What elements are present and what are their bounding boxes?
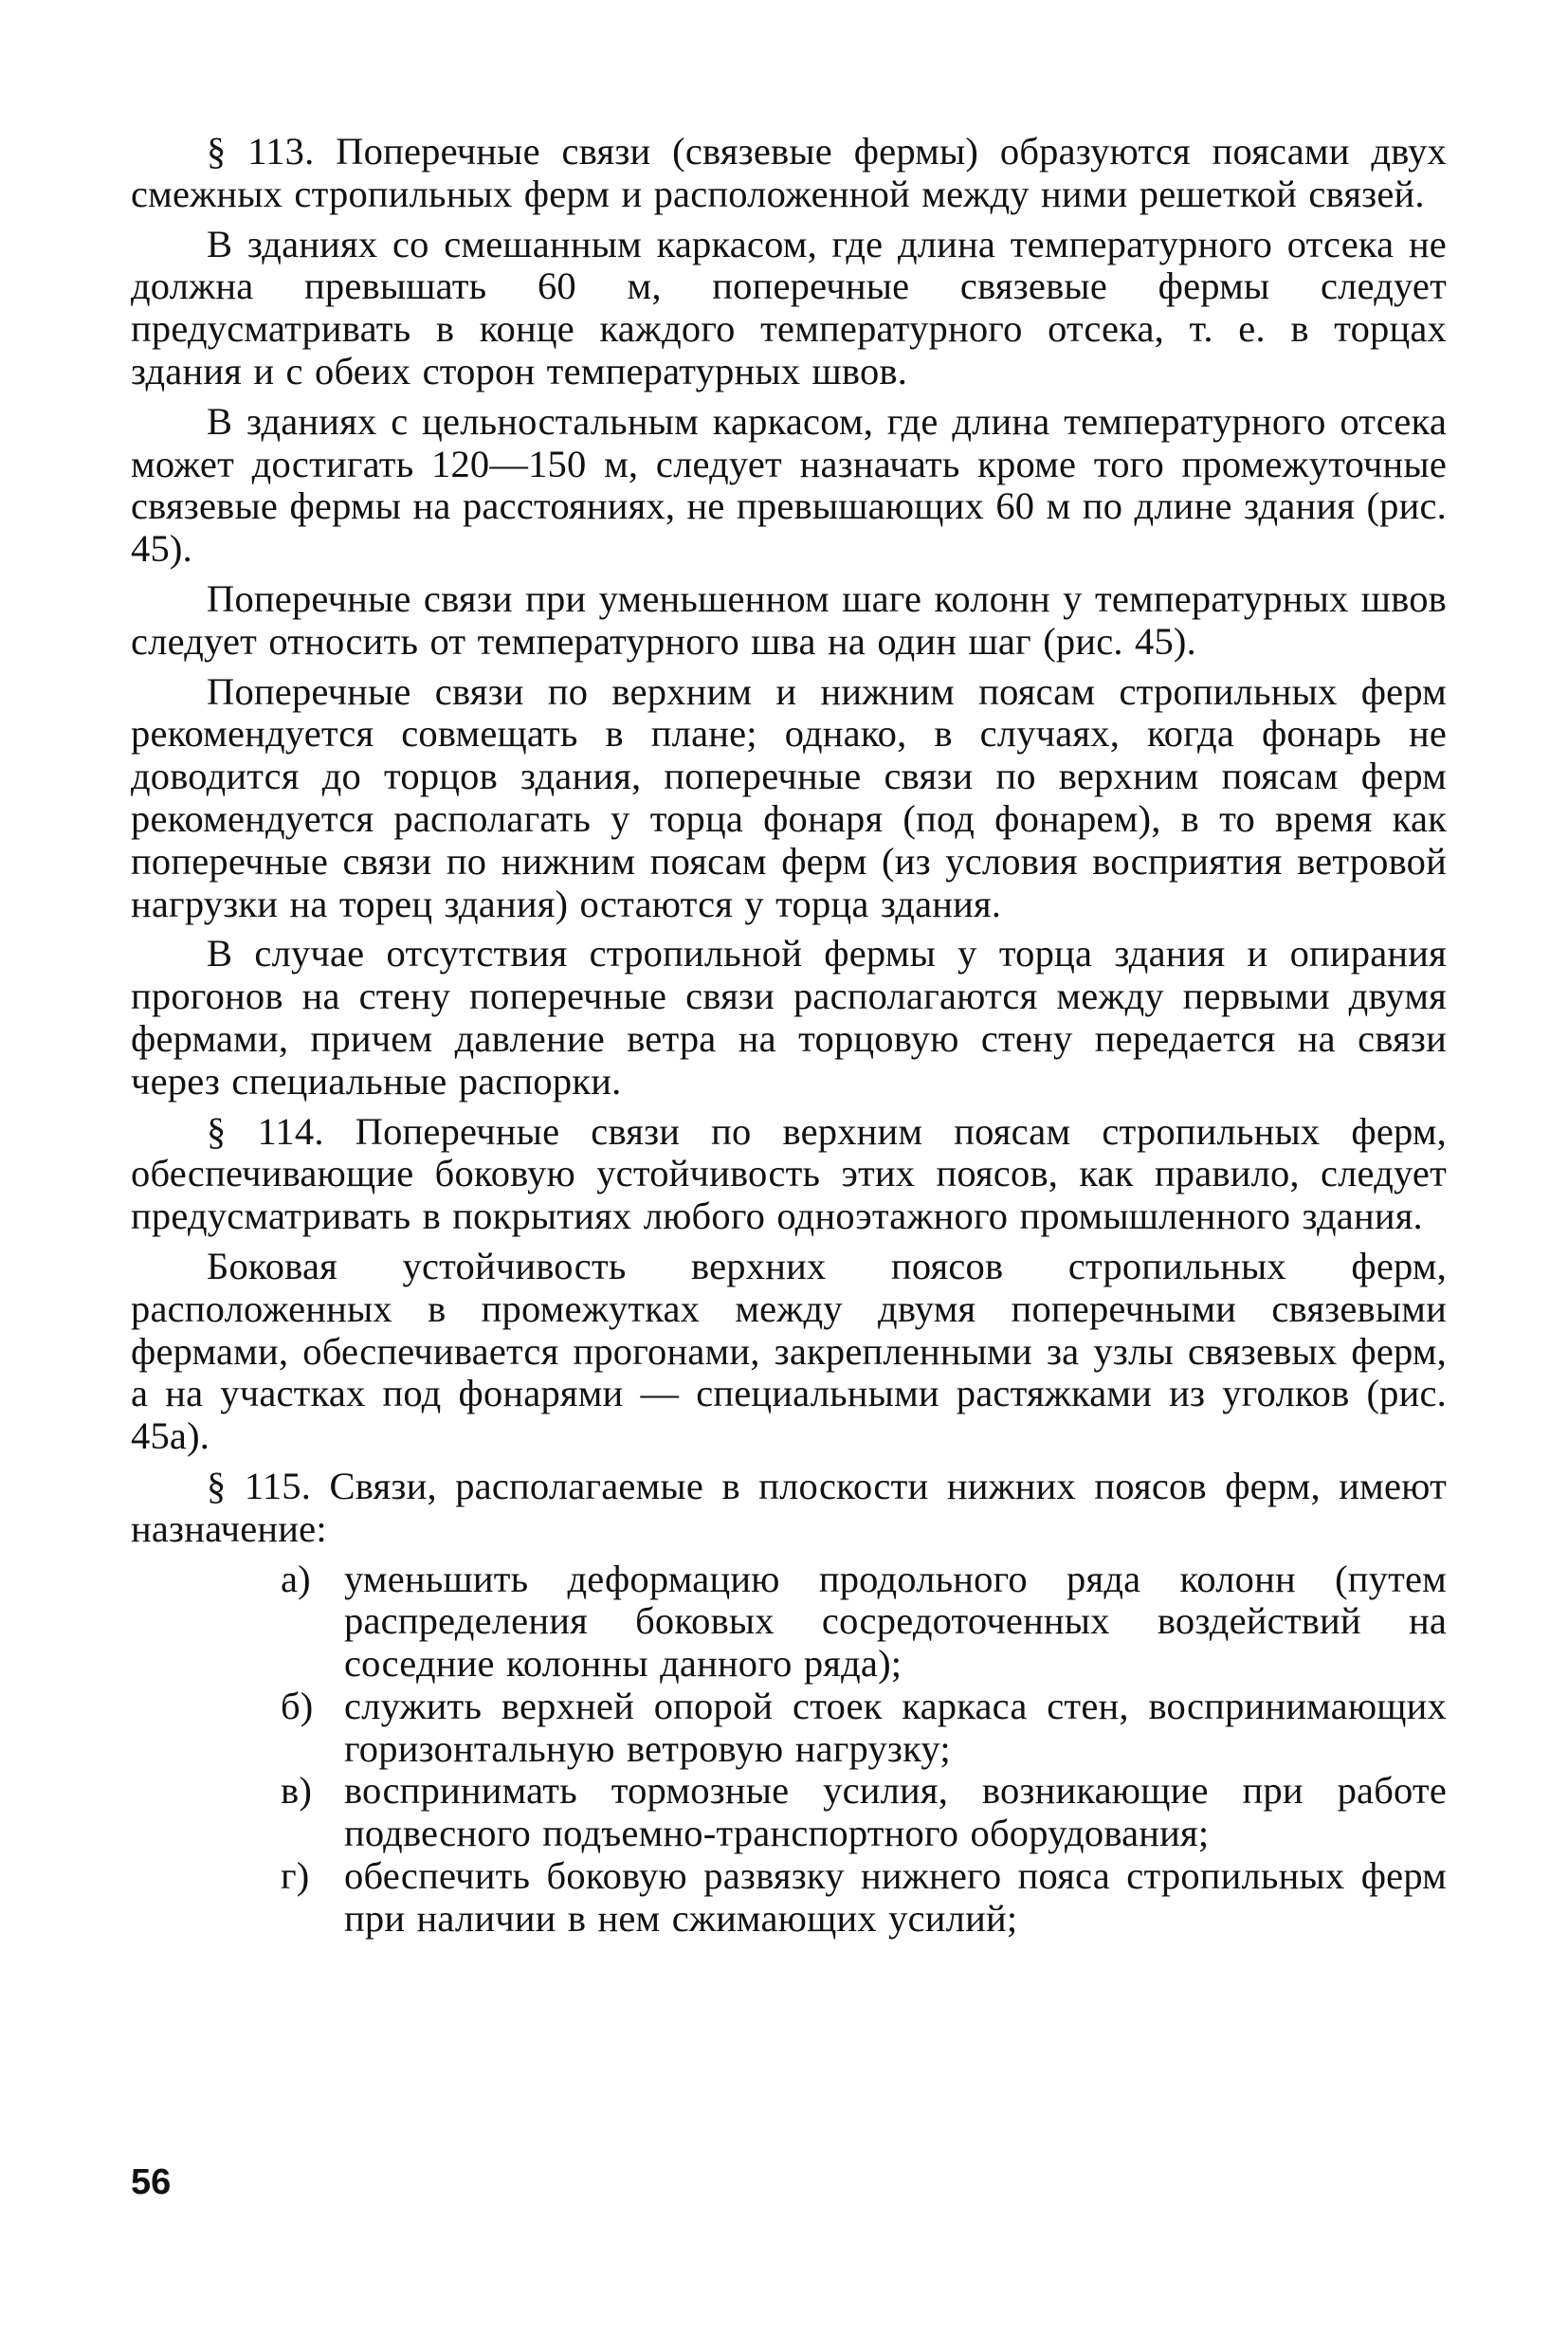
list-item-marker: а): [281, 1557, 311, 1600]
paragraph-section-113: § 113. Поперечные связи (связевые фермы) образуются поясами двух смежных стропильных ферм и расположенной между ними решеткой связей.: [131, 130, 1447, 215]
page-number: 56: [131, 2162, 172, 2202]
list-item-marker: г): [281, 1854, 310, 1898]
document-page: [131, 131, 1447, 2254]
purpose-list: [131, 1559, 1447, 1941]
list-item-text: обеспечить боковую развязку нижнего пояса стропильных ферм при наличии в нем сжимающих усилий;: [344, 1854, 1447, 1940]
list-item: [131, 1770, 1447, 1855]
list-item-text: воспринимать тормозные усилия, возникающие при работе подвесного подъемно-транспортного оборудования;: [344, 1769, 1447, 1855]
list-item-marker: в): [281, 1769, 313, 1813]
paragraph-upper-lower-chords: Поперечные связи по верхним и нижним поясам стропильных ферм рекомендуется совмещать в плане; однако, в случаях, когда фонарь не доводится до торцов здания, поперечные связи по верхним поясам ферм рекомендуется располагать у торца фонаря (под фонарем), в то время как поперечные связи по нижним поясам ферм (из условия восприятия ветровой нагрузки на торец здания) остаются у торца здания.: [131, 669, 1447, 925]
list-item-marker: б): [281, 1684, 314, 1727]
list-item-text: уменьшить деформацию продольного ряда колонн (путем распределения боковых сосредоточенных воздействий на соседние колонны данного ряда);: [344, 1557, 1447, 1686]
paragraph-no-end-truss: В случае отсутствия стропильной фермы у торца здания и опирания прогонов на стену поперечные связи располагаются между первыми двумя фермами, причем давление ветра на торцовую стену передается на связи через специальные распорки.: [131, 932, 1447, 1103]
paragraph-section-114: § 114. Поперечные связи по верхним поясам стропильных ферм, обеспечивающие боковую устойчивость этих поясов, как правило, следует предусматривать в покрытиях любого одноэтажного промышленного здания.: [131, 1109, 1447, 1238]
paragraph-reduced-column-step: Поперечные связи при уменьшенном шаге колонн у температурных швов следует относить от температурного шва на один шаг (рис. 45).: [131, 576, 1447, 663]
paragraph-steel-frame: В зданиях с цельностальным каркасом, где длина температурного отсека может достигать 120—150 м, следует назначать кроме того промежуточные связевые фермы на расстояниях, не превышающих 60 м по длине здания (рис. 45).: [131, 399, 1447, 571]
paragraph-section-115-intro: § 115. Связи, располагаемые в плоскости нижних поясов ферм, имеют назначение:: [131, 1464, 1447, 1550]
list-item-text: служить верхней опорой стоек каркаса стен, воспринимающих горизонтальную ветровую нагрузку;: [344, 1684, 1447, 1770]
list-item: [131, 1855, 1447, 1941]
paragraph-mixed-frame: В зданиях со смешанным каркасом, где длина температурного отсека не должна превышать 60 м, поперечные связевые фермы следует предусматривать в конце каждого температурного отсека, т. е. в торцах здания и с обеих сторон температурных швов.: [131, 222, 1447, 392]
list-item: [131, 1686, 1447, 1771]
paragraph-lateral-stability: Боковая устойчивость верхних поясов стропильных ферм, расположенных в промежутках между двумя поперечными связевыми фермами, обеспечивается прогонами, закрепленными за узлы связевых ферм, а на участках под фонарями — специальными растяжками из уголков (рис. 45а).: [131, 1244, 1447, 1458]
list-item: [131, 1559, 1447, 1686]
